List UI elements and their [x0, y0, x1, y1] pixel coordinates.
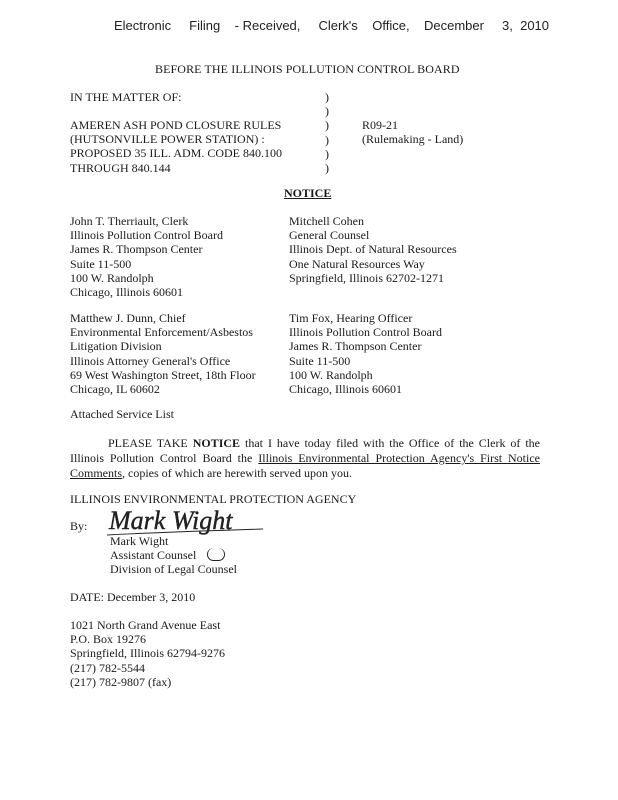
caption-parentheses	[325, 90, 329, 175]
contact-line: (217) 782-5544	[70, 660, 145, 675]
address-line: James R. Thompson Center	[289, 339, 422, 354]
contact-line: (217) 782-9807 (fax)	[70, 674, 172, 689]
paren: )	[325, 104, 329, 119]
caption-line: PROPOSED 35 ILL. ADM. CODE 840.100	[70, 146, 283, 161]
address-line: Illinois Pollution Control Board	[70, 228, 224, 243]
address-line: Litigation Division	[70, 339, 162, 354]
addressee-dnr	[289, 214, 457, 285]
date-line: DATE: December 3, 2010	[70, 590, 196, 604]
address-line: Chicago, Illinois 60601	[70, 285, 183, 300]
contact-line: Springfield, Illinois 62794-9276	[70, 646, 225, 661]
board-title: BEFORE THE ILLINOIS POLLUTION CONTROL BOARD	[155, 62, 460, 76]
address-line: Mitchell Cohen	[289, 214, 364, 228]
address-line: 100 W. Randolph	[289, 367, 373, 382]
address-line: Illinois Attorney General's Office	[70, 353, 231, 368]
attached-service-list: Attached Service List	[70, 407, 174, 421]
address-line: Matthew J. Dunn, Chief	[70, 311, 186, 325]
agency-name: ILLINOIS ENVIRONMENTAL PROTECTION AGENCY	[70, 492, 357, 506]
signer-name: Mark Wight	[110, 534, 169, 548]
caption-title-block	[70, 118, 282, 175]
address-line: John T. Therriault, Clerk	[70, 214, 189, 228]
contact-line: P.O. Box 19276	[70, 632, 147, 647]
paren: )	[325, 161, 329, 176]
notice-heading: NOTICE	[284, 186, 332, 200]
paren: )	[325, 90, 329, 104]
caption-line: THROUGH 840.144	[70, 160, 171, 175]
filing-stamp: Electronic Filing - Received, Clerk's Office, December 3, 2010	[114, 18, 550, 33]
notice-paragraph	[70, 436, 540, 481]
caption-line: AMEREN ASH POND CLOSURE RULES	[70, 118, 282, 132]
address-line: Chicago, Illinois 60601	[289, 382, 402, 397]
signature-block	[110, 534, 237, 577]
addressee-attorney-general	[70, 311, 256, 396]
address-line: Tim Fox, Hearing Officer	[289, 311, 413, 325]
caption-line: (HUTSONVILLE POWER STATION) :	[70, 132, 265, 147]
body-prefix: PLEASE TAKE	[108, 436, 193, 450]
address-line: One Natural Resources Way	[289, 256, 425, 271]
paren: )	[325, 118, 329, 133]
address-line: 69 West Washington Street, 18th Floor	[70, 367, 256, 382]
paren: )	[325, 132, 329, 147]
signer-division: Division of Legal Counsel	[110, 562, 237, 577]
body-notice-word: NOTICE	[192, 436, 241, 450]
contact-line: 1021 North Grand Avenue East	[70, 618, 221, 632]
address-line: Suite 11-500	[70, 256, 132, 271]
in-the-matter-label: IN THE MATTER OF:	[70, 90, 182, 104]
addressee-clerk	[70, 214, 223, 299]
addressee-hearing-officer	[289, 311, 442, 396]
body-document-title: Illinois Environmental Protection Agency's First Notice Comments	[70, 451, 541, 480]
contact-block	[70, 618, 225, 689]
body-middle: that I have today filed with the Office of the Clerk of the Illinois Pollution Control Board the	[70, 436, 541, 465]
address-line: Environmental Enforcement/Asbestos	[70, 325, 253, 340]
address-line: General Counsel	[289, 228, 370, 243]
address-line: 100 W. Randolph	[70, 270, 154, 285]
address-line: Chicago, IL 60602	[70, 382, 160, 397]
by-label: By:	[70, 519, 88, 533]
address-line: James R. Thompson Center	[70, 242, 203, 257]
body-suffix: , copies of which are herewith served upon you.	[122, 466, 352, 480]
svg-text:Mark Wight: Mark Wight	[109, 506, 233, 535]
address-line: Illinois Dept. of Natural Resources	[289, 242, 457, 257]
docket-number: R09-21	[362, 118, 398, 132]
docket-type: (Rulemaking - Land)	[362, 132, 464, 146]
signer-title: Assistant Counsel	[110, 548, 237, 562]
address-line: Illinois Pollution Control Board	[289, 325, 443, 340]
address-line: Suite 11-500	[289, 353, 351, 368]
address-line: Springfield, Illinois 62702-1271	[289, 270, 444, 285]
paren: )	[325, 146, 329, 161]
